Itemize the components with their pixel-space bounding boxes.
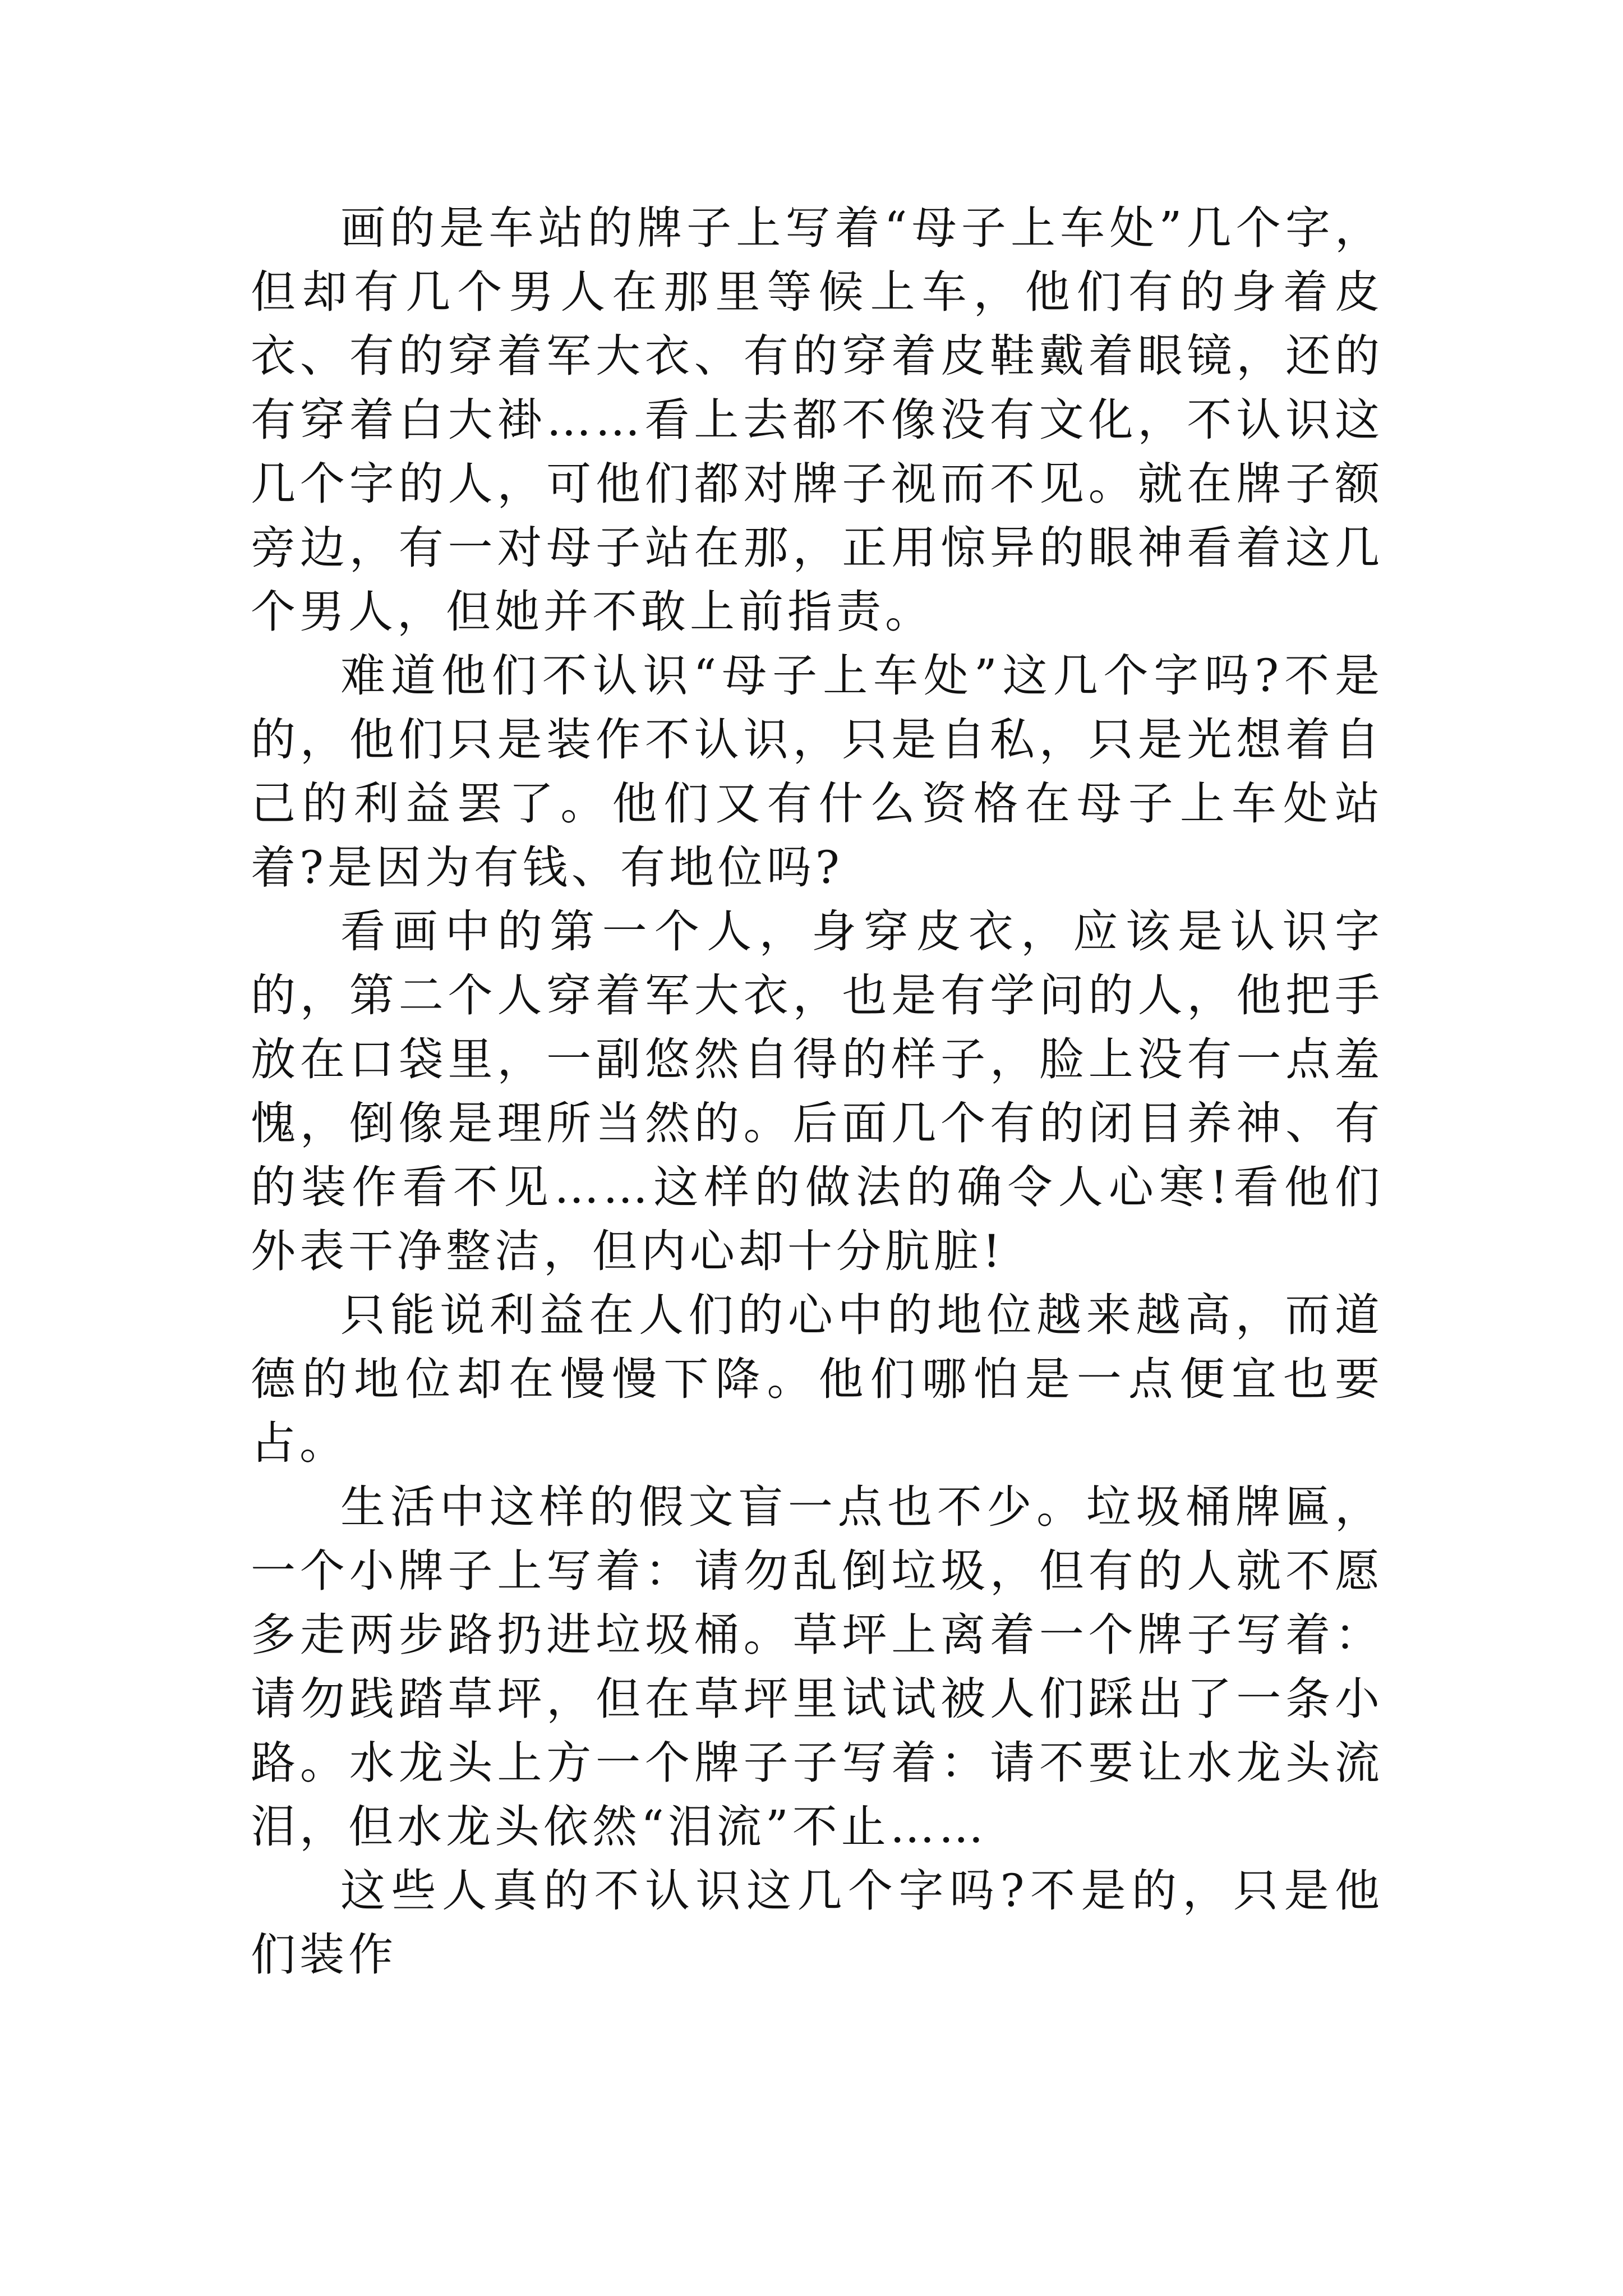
document-body [251,196,1384,1987]
paragraph-6: 这些人真的不认识这几个字吗?不是的，只是他们装作 [251,1865,1384,1981]
paragraph-5: 生活中这样的假文盲一点也不少。垃圾桶牌匾，一个小牌子上写着：请勿乱倒垃圾，但有的人就不愿多走两步路扔进垃圾桶。草坪上离着一个牌子写着：请勿践踏草坪，但在草坪里试试被人们踩出了一条小路。水龙头上方一个牌子子写着：请不要让水龙头流泪，但水龙头依然“泪流”不止…… [251,1481,1384,1853]
paragraph-4: 只能说利益在人们的心中的地位越来越高，而道德的地位却在慢慢下降。他们哪怕是一点便宜也要占。 [251,1289,1384,1469]
paragraph-3: 看画中的第一个人，身穿皮衣，应该是认识字的，第二个人穿着军大衣，也是有学问的人，他把手放在口袋里，一副悠然自得的样子，脸上没有一点羞愧，倒像是理所当然的。后面几个有的闭目养神、有的装作看不见……这样的做法的确令人心寒!看他们外表干净整洁，但内心却十分肮脏! [251,905,1384,1277]
paragraph-1: 画的是车站的牌子上写着“母子上车处”几个字，但却有几个男人在那里等候上车，他们有的身着皮衣、有的穿着军大衣、有的穿着皮鞋戴着眼镜，还的有穿着白大褂……看上去都不像没有文化，不认识这几个字的人，可他们都对牌子视而不见。就在牌子额旁边，有一对母子站在那，正用惊异的眼神看着这几个男人，但她并不敢上前指责。 [251,202,1384,638]
paragraph-2: 难道他们不认识“母子上车处”这几个字吗?不是的，他们只是装作不认识，只是自私，只是光想着自己的利益罢了。他们又有什么资格在母子上车处站着?是因为有钱、有地位吗? [251,650,1384,894]
